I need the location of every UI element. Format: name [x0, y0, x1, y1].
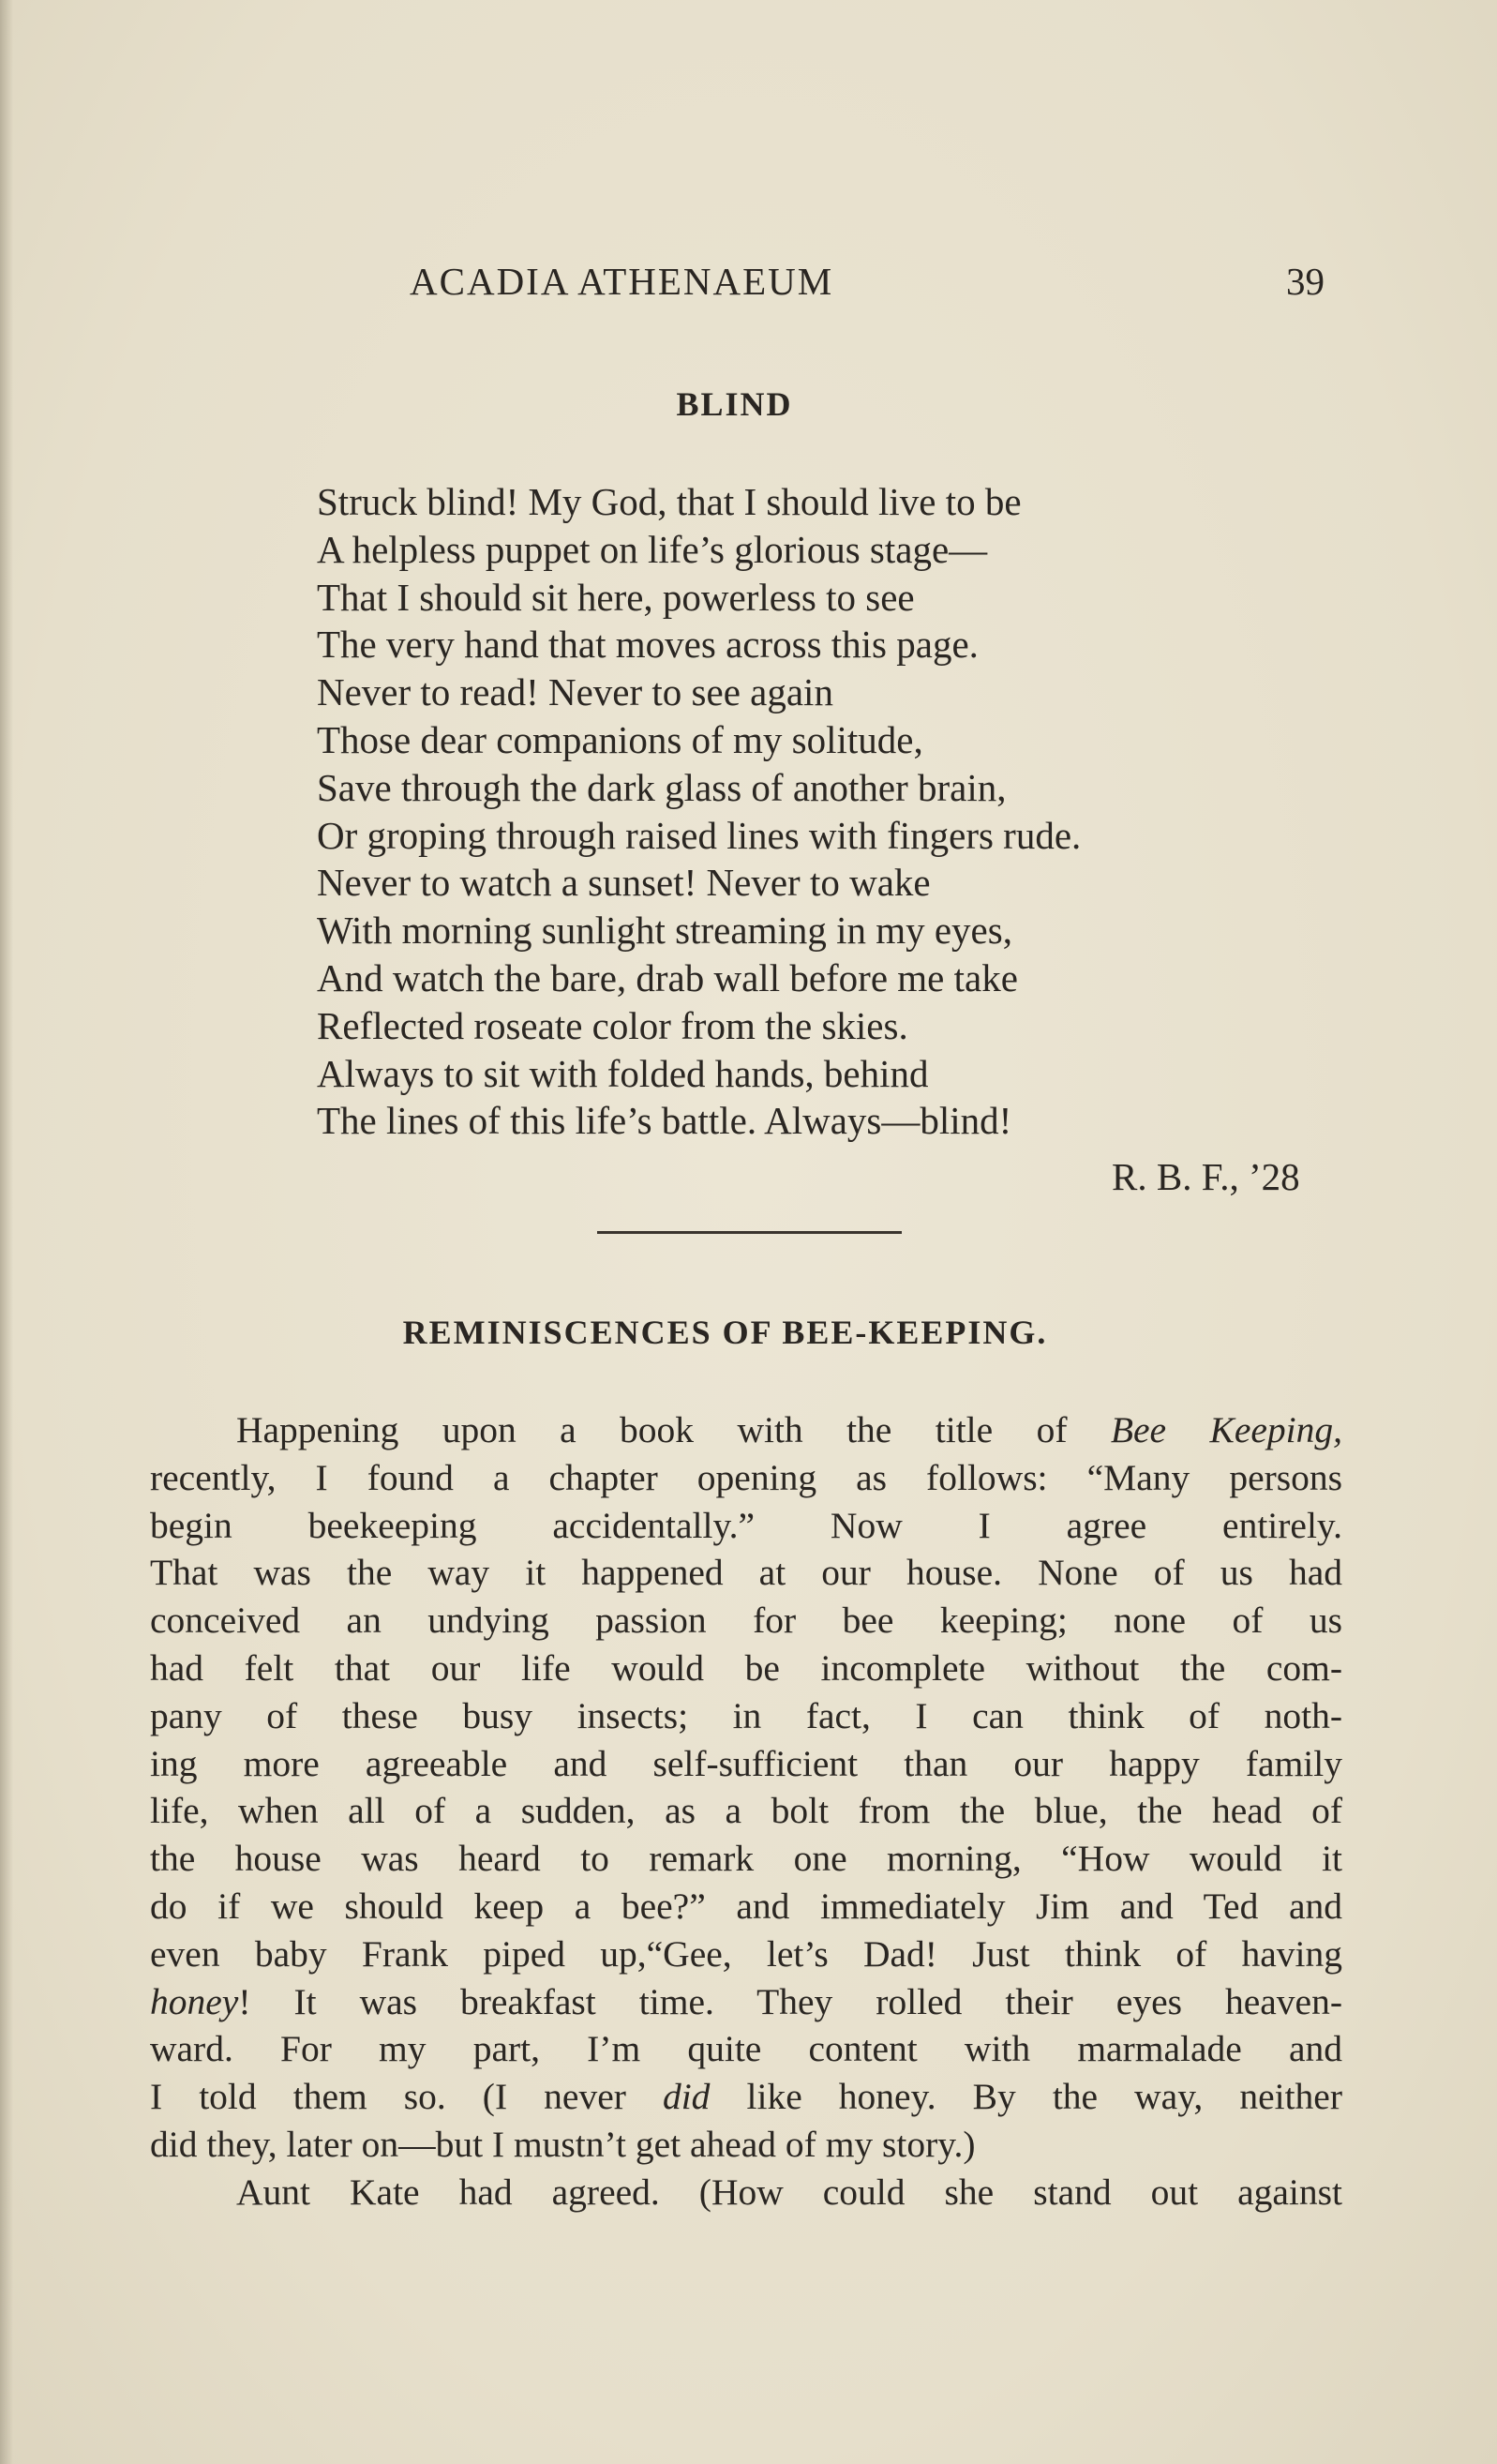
page-header: [0, 259, 1497, 306]
article-line: [150, 1597, 1342, 1645]
italic-text: honey: [150, 1980, 239, 2022]
poem-body: [317, 478, 1081, 1145]
poem-line: Save through the dark glass of another brain,: [317, 765, 1007, 809]
page-number: 39: [1286, 260, 1325, 303]
text-run: ing more agreeable and self-sufficient than our happy family: [150, 1742, 1342, 1784]
text-run: did they, later on—but I mustn’t get ahead of my story.): [150, 2123, 976, 2165]
text-run: Aunt Kate had agreed. (How could she stand out against: [236, 2171, 1342, 2213]
poem-line: The very hand that moves across this page.: [317, 623, 979, 667]
article-line: [150, 2025, 1342, 2073]
article-line: [150, 1454, 1342, 1502]
italic-text: did: [662, 2076, 711, 2118]
article-line: [150, 2073, 1342, 2121]
poem-line: The lines of this life’s battle. Always—blind!: [317, 1099, 1012, 1143]
poem-signature: R. B. F., ’28: [1112, 1155, 1300, 1198]
text-run: even baby Frank piped up,“Gee, let’s Dad! Just think of having: [150, 1932, 1342, 1975]
poem-line: Reflected roseate color from the skies.: [317, 1003, 908, 1047]
text-run: begin beekeeping accidentally.” Now I agree entirely.: [150, 1504, 1342, 1546]
italic-text: Bee Keeping,: [1110, 1409, 1342, 1450]
text-run: That was the way it happened at our house. None of us had: [150, 1552, 1342, 1594]
article-line: [150, 1692, 1342, 1740]
poem-line: A helpless puppet on life’s glorious stage—: [317, 527, 988, 571]
text-run: Happening upon a book with the title of: [236, 1409, 1111, 1450]
text-run: ! It was breakfast time. They rolled their eyes heaven-: [238, 1980, 1342, 2022]
poem-line: With morning sunlight streaming in my eyes,: [317, 909, 1012, 953]
text-run: I told them so. (I never: [150, 2076, 663, 2118]
article-line: [150, 1787, 1342, 1835]
article-body: [150, 1406, 1342, 2216]
article-line: [150, 2121, 1342, 2169]
text-run: life, when all of a sudden, as a bolt from the blue, the head of: [150, 1790, 1342, 1832]
section-divider: [597, 1231, 902, 1234]
text-run: pany of these busy insects; in fact, I can think of noth-: [150, 1694, 1342, 1736]
page-edge-shadow: [0, 0, 13, 2464]
text-run: conceived an undying passion for bee keeping; none of us: [150, 1600, 1342, 1642]
article-line: [150, 1549, 1342, 1597]
text-run: recently, I found a chapter opening as follows: “Many persons: [150, 1456, 1342, 1498]
poem-line: And watch the bare, drab wall before me take: [317, 955, 1018, 999]
article-line: [150, 1645, 1342, 1692]
running-head: ACADIA ATHENAEUM: [410, 260, 834, 303]
poem-line: Or groping through raised lines with fingers rude.: [317, 813, 1082, 857]
article-line: [150, 1740, 1342, 1788]
poem-line: Always to sit with folded hands, behind: [317, 1051, 929, 1095]
article-line: [150, 1406, 1342, 1454]
poem-line: Never to read! Never to see again: [317, 670, 833, 714]
poem-title: BLIND: [676, 385, 793, 423]
article-title: REMINISCENCES OF BEE-KEEPING.: [402, 1314, 1048, 1351]
article-line: [150, 1883, 1342, 1931]
text-run: like honey. By the way, neither: [710, 2076, 1342, 2118]
text-run: do if we should keep a bee?” and immediately Jim and Ted and: [150, 1885, 1342, 1927]
text-run: ward. For my part, I’m quite content with marmalade and: [150, 2028, 1342, 2070]
article-line: [150, 1931, 1342, 1978]
article-line: [150, 1835, 1342, 1883]
poem-line: Struck blind! My God, that I should live to be: [317, 480, 1022, 523]
poem-line: That I should sit here, powerless to see: [317, 575, 915, 619]
text-run: had felt that our life would be incomplete without the com-: [150, 1646, 1342, 1689]
article-line: [150, 1978, 1342, 2026]
poem-line: Those dear companions of my solitude,: [317, 717, 923, 761]
article-line: [150, 1502, 1342, 1550]
poem-line: Never to watch a sunset! Never to wake: [317, 861, 931, 905]
article-line: [150, 2169, 1342, 2216]
text-run: the house was heard to remark one morning, “How would it: [150, 1838, 1342, 1880]
